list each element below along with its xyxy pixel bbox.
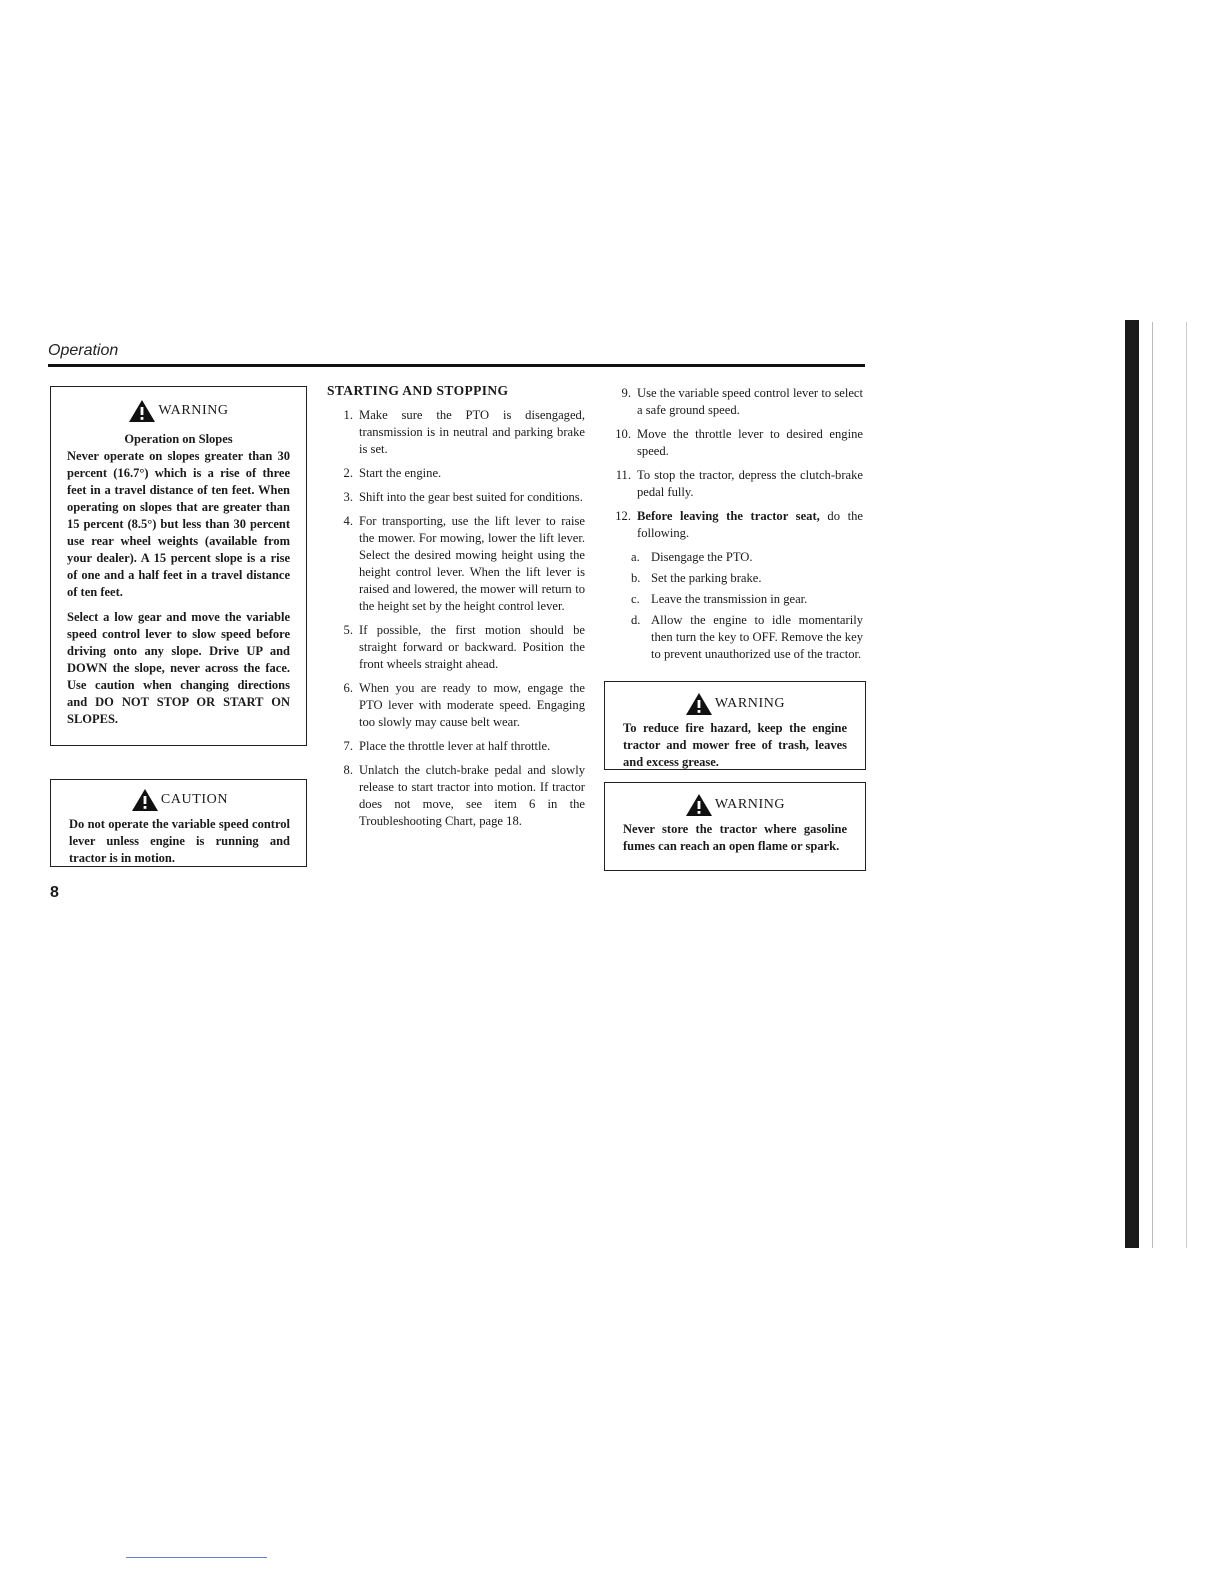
page-number: 8 [50,884,59,901]
warning-triangle-icon [685,692,713,716]
starting-stopping-column [327,382,585,837]
sub-list-item: b. Set the parking brake. [631,571,762,585]
caution-text: Do not operate the variable speed control lever unless engine is running and tractor is in motion. [69,817,290,865]
warning-header [623,793,847,817]
caution-label: CAUTION [160,792,229,807]
list-item: 4. For transporting, use the lift lever to raise the mower. For mowing, lower the lift lever. Select the desired mowing height using the height control lever. When the lift lever is raised and lowered, the mower will return to the height set by the height control lever. [343,514,585,613]
warning-gasoline-box [604,782,866,871]
warning-header [623,692,847,716]
list-item: 10. Move the throttle lever to desired engine speed. [615,427,863,458]
warning-triangle-icon [128,399,156,423]
warning-header [67,399,290,423]
list-item: 6. When you are ready to mow, engage the PTO lever with moderate speed. Engaging too slowly may cause belt wear. [343,681,585,729]
list-item: 8. Unlatch the clutch-brake pedal and slowly release to start tractor into motion. If tractor does not move, see item 6 in the Troubleshooting Chart, page 18. [343,763,585,828]
list-item: 9. Use the variable speed control lever to select a safe ground speed. [621,386,863,417]
warning-triangle-icon [131,788,159,812]
sub-list-item: c. Leave the transmission in gear. [631,592,808,606]
warning-heading: Operation on Slopes [124,432,233,446]
list-item: 1. Make sure the PTO is disengaged, transmission is in neutral and parking brake is set. [343,408,585,456]
footer-blue-line [126,1557,267,1558]
caution-header [69,788,290,812]
header-rule [48,364,865,367]
scan-edge-line [1152,322,1153,1248]
list-item: 7. Place the throttle lever at half throttle. [343,739,551,753]
warning-label: WARNING [158,403,229,418]
sub-list-item: d. Allow the engine to idle momentarily then turn the key to OFF. Remove the key to prevent unauthorized use of the tractor. [631,613,863,661]
warning-triangle-icon [685,793,713,817]
warning-label: WARNING [714,696,786,711]
scan-edge-line [1186,322,1187,1248]
scan-edge-bar [1125,320,1139,1248]
warning-text-1: Never operate on slopes greater than 30 percent (16.7°) which is a rise of three feet in a travel distance of ten feet. When operating on slopes that are greater than 15 percent (8.5°) but less than 30 percent use rear wheel weights (available from your dealer). A 15 percent slope is a rise of one and a half feet in a travel distance of ten feet. [67,449,290,599]
section-heading: STARTING AND STOPPING [327,383,509,398]
warning-slopes-box [50,386,307,746]
list-item: 12. Before leaving the tractor seat, do the following. [615,509,863,540]
list-item: 3. Shift into the gear best suited for conditions. [343,490,583,504]
section-title: Operation [48,342,119,359]
sub-list-item: a. Disengage the PTO. [631,550,753,564]
caution-box [50,779,307,867]
list-item: 2. Start the engine. [343,466,442,480]
list-item: 5. If possible, the first motion should be straight forward or backward. Position the front wheels straight ahead. [343,623,585,671]
warning-fire-box [604,681,866,770]
starting-stopping-continued [605,385,863,667]
warning-label: WARNING [714,797,786,812]
warning-fire-text: To reduce fire hazard, keep the engine tractor and mower free of trash, leaves and excess grease. [623,721,847,769]
list-item: 11. To stop the tractor, depress the clutch-brake pedal fully. [615,468,863,499]
warning-gasoline-text: Never store the tractor where gasoline fumes can reach an open flame or spark. [623,822,847,853]
warning-text-2: Select a low gear and move the variable speed control lever to slow speed before driving onto any slope. Drive UP and DOWN the slope, never across the face. Use caution when changing directions and DO NOT STOP OR START ON SLOPES. [67,610,290,726]
